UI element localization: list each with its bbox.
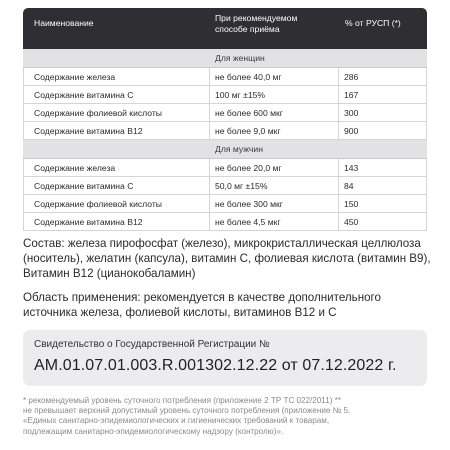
cell-name: Содержание фолиевой кислоты [34,108,162,118]
cell-dose: не более 300 мкг [215,199,283,209]
composition-line: (носитель), желатин (капсула), витамин С, фолиевая кислота (витамин В9), [23,252,431,265]
footnote [23,396,433,437]
certificate-box [23,330,427,386]
cell-name: Содержание витамина С [34,181,134,191]
table-row [23,213,427,231]
usage-text [23,290,433,320]
cell-percent: 143 [344,163,359,173]
cell-name: Содержание витамина С [34,90,134,100]
cell-name: Содержание витамина В12 [34,217,143,227]
table-row [23,195,427,213]
cell-percent: 286 [344,72,359,82]
cell-name: Содержание фолиевой кислоты [34,199,162,209]
cell-name: Содержание железа [34,72,116,82]
footnote-line: * рекомендуемый уровень суточного потребления (приложение 2 ТР ТС 022/2011) ** [23,396,341,405]
table-row [23,122,427,140]
cell-percent: 900 [344,126,359,136]
composition-line: Состав: железа пирофосфат (железо), микрокристаллическая целлюлоза [23,237,421,250]
cell-dose: 100 мг ±15% [215,90,266,100]
header-dose-line-2: способе приёма [215,24,280,34]
certificate-number: АМ.01.07.01.003.R.001302.12.22 от 07.12.2022 г. [34,357,397,374]
cell-dose: не более 9,0 мкг [215,126,281,136]
group-men [23,140,427,159]
cell-dose: 50,0 мг ±15% [215,181,268,191]
table-row [23,86,427,104]
cell-name: Содержание железа [34,163,116,173]
footnote-line: подлежащим санитарно-эпидемиологическому надзору (контролю)». [23,426,284,436]
nutrition-table [23,8,427,231]
group-women [23,49,427,68]
header-name: Наименование [34,18,94,28]
header-dose-line-1: При рекомендуемом [215,13,298,23]
cell-dose: не более 20,0 мг [215,163,282,173]
table-row [23,159,427,177]
cell-dose: не более 4,5 мкг [215,217,281,227]
cell-percent: 84 [344,181,354,191]
table-row [23,104,427,122]
certificate-label: Свидетельство о Государственной Регистрации № [34,339,270,350]
table-row [23,177,427,195]
group-label: Для мужчин [215,144,263,154]
composition-line: Витамин В12 (цианокобаламин) [23,267,196,280]
cell-dose: не более 40,0 мг [215,72,282,82]
usage-line: источника железа, фолиевой кислоты, витаминов В12 и С [23,306,337,319]
cell-name: Содержание витамина В12 [34,126,143,136]
footnote-line: «Единых санитарно-эпидемиологических и гигиенических требований к товарам, [23,416,330,426]
cell-percent: 167 [344,90,359,100]
group-label: Для женщин [215,53,265,63]
cell-percent: 450 [344,217,359,227]
footnote-line: не превышает верхний допустимый уровень суточного потребления (приложение № 5. [23,406,351,416]
cell-percent: 300 [344,108,359,118]
usage-line: Область применения: рекомендуется в качестве дополнительного [23,291,381,304]
header-percent: % от РУСП (*) [345,18,401,28]
composition-text [23,236,433,281]
cell-dose: не более 600 мкг [215,108,283,118]
table-header [23,8,427,49]
table-row [23,68,427,86]
header-dose [215,13,297,35]
cell-percent: 150 [344,199,359,209]
